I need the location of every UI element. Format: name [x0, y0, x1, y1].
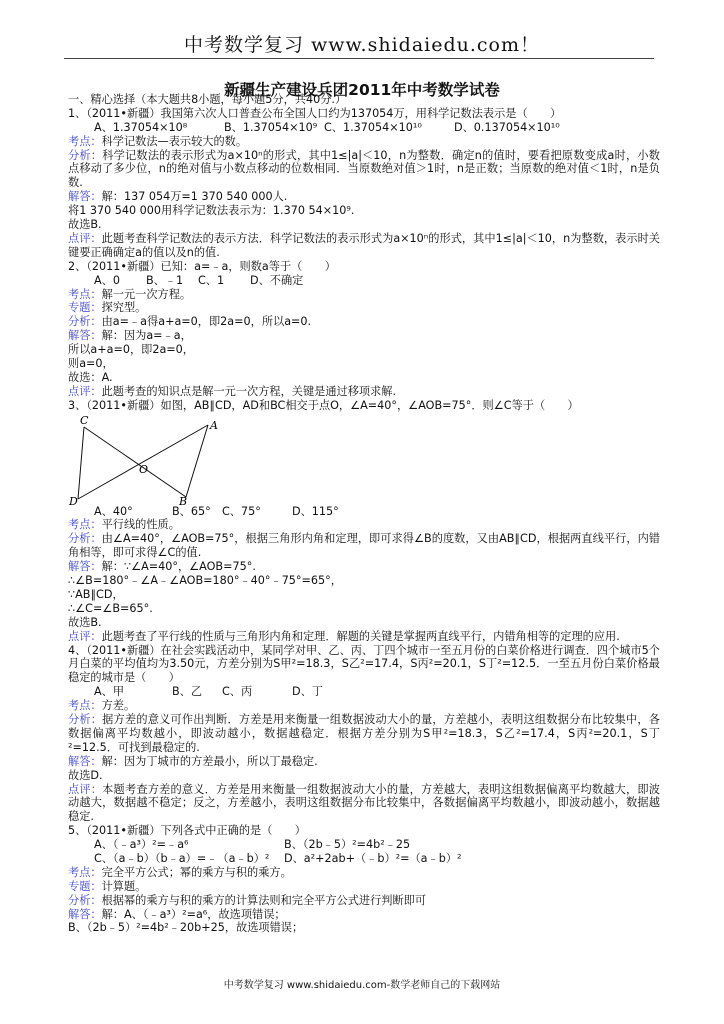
q1-jieda-2: 将1 370 540 000用科学记数法表示为：1.370 54×10⁹. [68, 204, 355, 218]
q2-fenxi-label: 分析： [68, 315, 102, 329]
q3-fenxi: 由∠A=40°，∠AOB=75°，根据三角形内角和定理，即可求得∠B的度数，又由AB∥CD，根据两直线平行，内错角相等，即可求得∠C的值. [68, 532, 660, 560]
q4-dianping: 本题考查方差的意义．方差是用来衡量一组数据波动大小的量，方差越大，表明这组数据偏离平均数越大，即波动越大，数据越不稳定；反之，方差越小，表明这组数据分布比较集中，各数据偏离平均数越小，即波动越小，数据越稳定. [68, 782, 660, 824]
q5-zhuanti-label: 专题： [68, 879, 102, 893]
q3-option-d: D、115° [292, 504, 339, 518]
q5-stem: 5、（2011•新疆）下列各式中正确的是（ ） [68, 824, 306, 838]
q3-jieda-2: ∴∠B=180°﹣∠A﹣∠AOB=180°﹣40°﹣75°=65°， [68, 574, 342, 588]
header-divider [64, 58, 654, 59]
q3-option-a: A、40° [94, 504, 133, 518]
q1-option-b: B、1.37054×10⁹ [224, 120, 318, 134]
page-footer: 中考数学复习 www.shidaiedu.com-数学老师自己的下载网站 [223, 980, 501, 991]
q2-fenxi: 由a=﹣a得a+a=0，即2a=0，所以a=0. [101, 315, 312, 329]
q2-jieda-label: 解答： [68, 329, 102, 343]
q1-options [68, 121, 660, 135]
q1-kaodian: 科学记数法—表示较大的数。 [101, 134, 248, 148]
q4-conclusion: 故选D. [68, 768, 103, 782]
q2-jieda-2: 所以a+a=0，即2a=0， [68, 343, 194, 357]
q2-dianping: 此题考查的知识点是解一元一次方程，关键是通过移项求解. [101, 384, 397, 398]
q3-dianping: 此题考查了平行线的性质与三角形内角和定理．解题的关键是掌握两直线平行，内错角相等的定理的应用. [101, 629, 620, 643]
q2-options [68, 274, 660, 288]
q5-option-a: A、（﹣a³）²=﹣a⁶ [94, 838, 189, 852]
q4-option-c: C、丙 [222, 685, 253, 699]
q2-stem: 2、（2011•新疆）已知：a=﹣a，则数a等于（ ） [68, 259, 336, 273]
q2-jieda-3: 则a=0， [68, 357, 114, 370]
q3-jieda-4: ∴∠C=∠B=65°. [68, 601, 153, 615]
q3-conclusion: 故选B. [68, 615, 102, 629]
q2-kaodian-label: 考点： [68, 287, 102, 301]
q3-option-b: B、65° [172, 504, 211, 518]
q3-jieda-3: ∵AB∥CD， [68, 587, 124, 601]
q4-option-b: B、乙 [172, 685, 203, 699]
q3-fenxi-label: 分析： [68, 532, 102, 546]
q2-jieda-4: 故选：A. [68, 370, 113, 384]
q5-kaodian-label: 考点： [68, 865, 102, 879]
q5-option-c: C、（a﹣b）（b﹣a）=﹣（a﹣b）² [94, 852, 270, 866]
q3-stem: 3、（2011•新疆）如图，AB∥CD，AD和BC相交于点O，∠A=40°，∠AOB=75°．则∠C等于（ ） [68, 398, 579, 412]
q3-figure [68, 413, 660, 505]
q1-kaodian-label: 考点： [68, 134, 102, 148]
q2-zhuanti-label: 专题： [68, 301, 102, 315]
q5-option-d: D、a²+2ab+（﹣b）²=（a﹣b）² [284, 852, 462, 866]
q2-option-d: D、不确定 [250, 273, 304, 287]
q4-jieda-label: 解答： [68, 754, 102, 768]
q5-jieda-1: 解：A、（﹣a³）²=a⁶，故选项错误； [101, 907, 286, 921]
q1-fenxi: 科学记数法的表示形式为a×10ⁿ的形式，其中1≤|a|＜10，n为整数．确定n的值时，要看把原数变成a时，小数点移动了多少位，n的绝对值与小数点移动的位数相同．当原数绝对值＞1时，n是正数；当原数的绝对值＜1时，n是负数. [68, 148, 660, 190]
q3-kaodian-label: 考点： [68, 518, 102, 532]
page-header: 中考数学复习 www.shidaiedu.com！ [183, 34, 541, 56]
q4-fenxi: 据方差的意义可作出判断．方差是用来衡量一组数据波动大小的量，方差越小，表明这组数据分布比较集中，各数据偏离平均数越小，即波动越小，数据越稳定．根据方差分别为S甲²=18.3，S乙²=17.4，S丙²=20.1，S丁²=12.5．可找到最稳定的. [68, 713, 660, 754]
q4-fenxi-label: 分析： [68, 713, 103, 727]
q3-kaodian: 平行线的性质。 [101, 518, 180, 532]
q1-dianping: 此题考查科学记数法的表示方法．科学记数法的表示形式为a×10ⁿ的形式，其中1≤|a|＜10，n为整数，表示时关键要正确确定a的值以及n的值. [68, 231, 660, 259]
q4-kaodian: 方差。 [101, 699, 136, 713]
q5-options-row2 [68, 852, 660, 866]
q4-options [68, 685, 660, 699]
point-o-label: O [139, 462, 149, 476]
point-b-label: B [179, 494, 188, 505]
point-a-label: A [210, 418, 218, 432]
q2-option-c: C、1 [198, 273, 225, 287]
q1-option-d: D、0.137054×10¹⁰ [454, 120, 560, 134]
q5-options-row1 [68, 838, 660, 852]
q3-dianping-label: 点评： [68, 629, 102, 643]
q1-jieda-1: 解：137 054万=1 370 540 000人. [101, 190, 288, 204]
q1-fenxi-label: 分析： [68, 148, 103, 162]
q4-dianping-label: 点评： [68, 782, 103, 796]
q4-option-d: D、丁 [292, 685, 323, 699]
q5-fenxi: 根据幂的乘方与积的乘方的计算法则和完全平方公式进行判断即可 [101, 893, 427, 907]
q1-option-c: C、1.37054×10¹⁰ [324, 120, 422, 134]
parallel-lines-diagram [68, 413, 238, 505]
q2-dianping-label: 点评： [68, 384, 102, 398]
q1-dianping-label: 点评： [68, 231, 102, 245]
section-heading: 一、精心选择（本大题共8小题，每小题5分，共40分.） [68, 93, 347, 106]
q2-jieda-1: 解：因为a=﹣a， [101, 329, 192, 343]
q4-jieda-1: 解：因为丁城市的方差最小，所以丁最稳定. [101, 754, 318, 768]
q4-option-a: A、甲 [94, 685, 125, 699]
exam-content [68, 93, 660, 935]
q5-kaodian: 完全平方公式；幂的乘方与积的乘方。 [101, 865, 292, 879]
q4-kaodian-label: 考点： [68, 699, 102, 713]
q1-conclusion: 故选B. [68, 218, 102, 232]
q3-options [68, 505, 660, 519]
point-d-label: D [69, 494, 78, 505]
q3-option-c: C、75° [222, 504, 261, 518]
q5-fenxi-label: 分析： [68, 893, 102, 907]
q4-stem: 4、（2011•新疆）在社会实践活动中，某同学对甲、乙、丙、丁四个城市一至五月份的白菜价格进行调查．四个城市5个月白菜的平均值均为3.50元，方差分别为S甲²=18.3，S乙²=17.4，S丙²=20.1，S丁²=12.5．一至五月份白菜价格最稳定的城市是（ ） [68, 643, 660, 685]
point-c-label: C [80, 413, 89, 427]
q5-option-b: B、（2b﹣5）²=4b²﹣25 [284, 838, 411, 852]
q3-jieda-label: 解答： [68, 560, 102, 574]
q1-option-a: A、1.37054×10⁸ [94, 120, 188, 134]
q5-zhuanti: 计算题。 [101, 879, 147, 893]
q2-option-a: A、0 [94, 273, 120, 287]
segment-cd [78, 427, 84, 499]
q1-jieda-label: 解答： [68, 190, 102, 204]
exam-title: 新疆生产建设兵团2011年中考数学试卷 [224, 81, 500, 99]
q5-jieda-label: 解答： [68, 907, 102, 921]
q1-stem: 1、（2011•新疆）我国第六次人口普查公布全国人口约为137054万，用科学记数法表示是（ ） [68, 106, 562, 120]
q2-option-b: B、﹣1 [146, 273, 184, 287]
q2-kaodian: 解一元一次方程。 [101, 287, 192, 301]
q2-zhuanti: 探究型。 [101, 301, 147, 315]
q3-jieda-1: 解：∵∠A=40°，∠AOB=75°. [101, 560, 256, 574]
q5-jieda-2: B、（2b﹣5）²=4b²﹣20b+25，故选项错误； [68, 921, 304, 935]
